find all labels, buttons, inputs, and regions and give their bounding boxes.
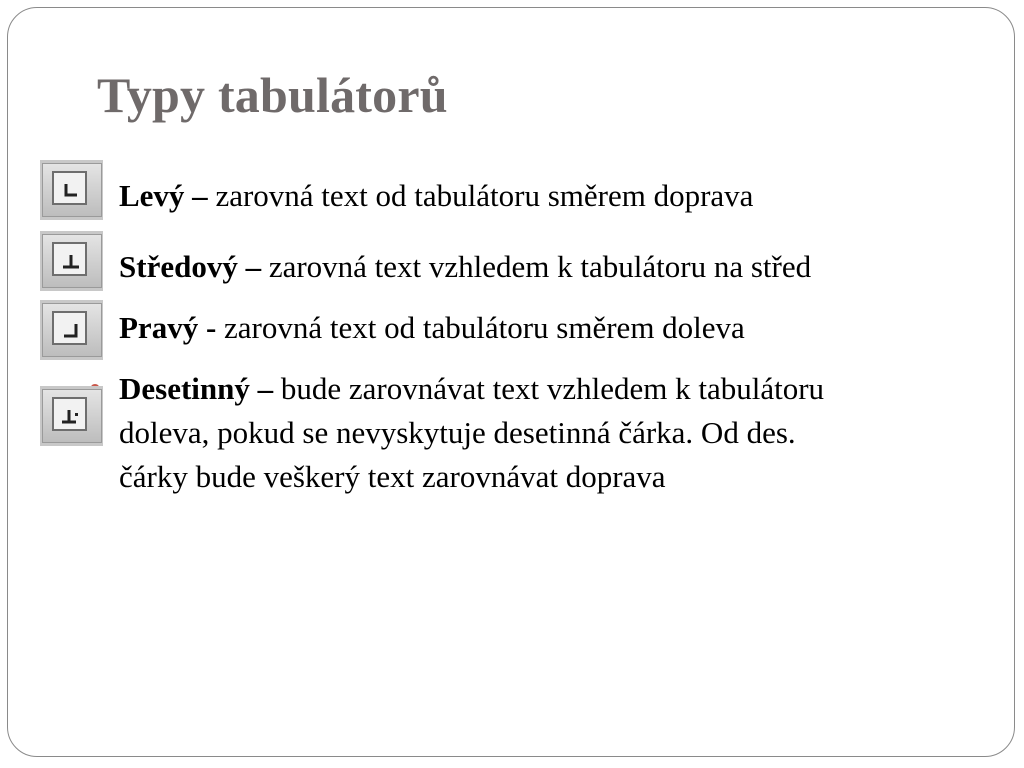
- slide-title: Typy tabulátorů: [97, 67, 448, 123]
- item-term: Levý –: [119, 178, 208, 213]
- list-item-center: [119, 245, 811, 289]
- item-desc: bude zarovnávat text vzhledem k tabulátoru: [273, 371, 825, 406]
- center-tab-icon: [40, 231, 103, 291]
- item-desc: zarovná text od tabulátoru směrem doprava: [207, 178, 754, 213]
- item-desc-line-3: čárky bude veškerý text zarovnávat doprava: [119, 459, 666, 494]
- item-term: Středový –: [119, 249, 262, 284]
- item-term: Pravý -: [119, 310, 217, 345]
- left-tab-icon: [40, 160, 103, 220]
- list-item-decimal: [119, 367, 824, 499]
- list-item-left: [119, 174, 753, 218]
- list-item-right: [119, 306, 745, 350]
- decimal-tab-icon: [40, 386, 103, 446]
- right-tab-icon: [40, 300, 103, 360]
- item-term: Desetinný –: [119, 371, 274, 406]
- item-desc: zarovná text od tabulátoru směrem doleva: [216, 310, 745, 345]
- item-desc: zarovná text vzhledem k tabulátoru na střed: [261, 249, 812, 284]
- item-desc-line-2: doleva, pokud se nevyskytuje desetinná čárka. Od des.: [119, 415, 796, 450]
